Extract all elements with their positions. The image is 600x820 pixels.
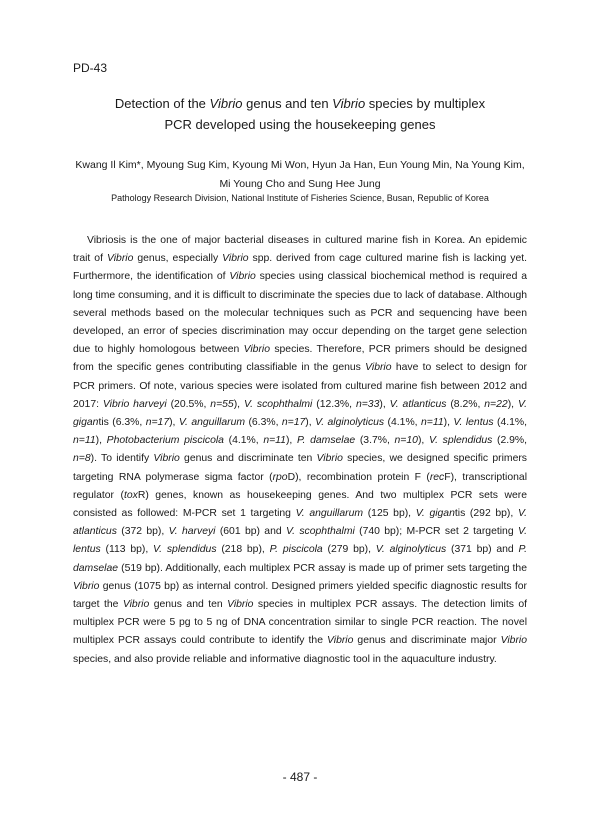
- title-text: species by multiplex: [365, 96, 486, 111]
- title-italic: Vibrio: [209, 96, 243, 111]
- title-text: PCR developed using the housekeeping genes: [164, 117, 436, 132]
- abstract-code: PD-43: [73, 61, 108, 75]
- title-text: genus and ten: [242, 96, 333, 111]
- title-italic: Vibrio: [332, 96, 366, 111]
- affiliation: Pathology Research Division, National Institute of Fisheries Science, Busan, Republic of Korea: [111, 193, 489, 203]
- page-number: - 487 -: [282, 770, 318, 784]
- author-list: [40, 156, 560, 194]
- title-text: Detection of the: [114, 96, 210, 111]
- authors-line: Mi Young Cho and Sung Hee Jung: [219, 178, 381, 190]
- authors-line: Kwang Il Kim*, Myoung Sug Kim, Kyoung Mi Won, Hyun Ja Han, Eun Young Min, Na Young Kim,: [75, 159, 525, 171]
- paper-title: [40, 93, 560, 135]
- abstract-body: Vibriosis is the one of major bacterial diseases in cultured marine fish in Korea. An epidemic trait of Vibrio genus, especially Vibrio spp. derived from cage cultured marine fish is lacking yet. Furthermore, the identification of Vibrio species using classical biochemical method is required a long time consuming, and it is difficult to discriminate the species due to lack of database. Although several methods based on the molecular techniques such as PCR and sequencing have been developed, an error of species discrimination may occur depending on the target gene selection due to highly homologous between Vibrio species. Therefore, PCR primers should be designed from the specific genes contributing classifiable in the genus Vibrio have to select to design for PCR primers. Of note, various species were isolated from cultured marine fish between 2012 and 2017: Vibrio harveyi (20.5%, n=55), V. scophthalmi (12.3%, n=33), V. atlanticus (8.2%, n=22), V. gigantis (6.3%, n=17), V. anguillarum (6.3%, n=17), V. alginolyticus (4.1%, n=11), V. lentus (4.1%, n=11), Photobacterium piscicola (4.1%, n=11), P. damselae (3.7%, n=10), V. splendidus (2.9%, n=8). To identify Vibrio genus and discriminate ten Vibrio species, we designed specific primers targeting RNA polymerase sigma factor (rpoD), recombination protein F (recF), transcriptional regulator (toxR) genes, known as housekeeping genes. And two multiplex PCR sets were consisted as followed: M-PCR set 1 targeting V. anguillarum (125 bp), V. gigantis (292 bp), V. atlanticus (372 bp), V. harveyi (601 bp) and V. scophthalmi (740 bp); M-PCR set 2 targeting V. lentus (113 bp), V. splendidus (218 bp), P. piscicola (279 bp), V. alginolyticus (371 bp) and P. damselae (519 bp). Additionally, each multiplex PCR assay is made up of primer sets targeting the Vibrio genus (1075 bp) as internal control. Designed primers yielded specific diagnostic results for target the Vibrio genus and ten Vibrio species in multiplex PCR assays. The detection limits of multiplex PCR were 5 pg to 5 ng of DNA concentration similar to single PCR reaction. The novel multiplex PCR assays could contribute to identify the Vibrio genus and discriminate major Vibrio species, and also provide reliable and informative diagnostic tool in the aquaculture industry.: [73, 235, 528, 665]
